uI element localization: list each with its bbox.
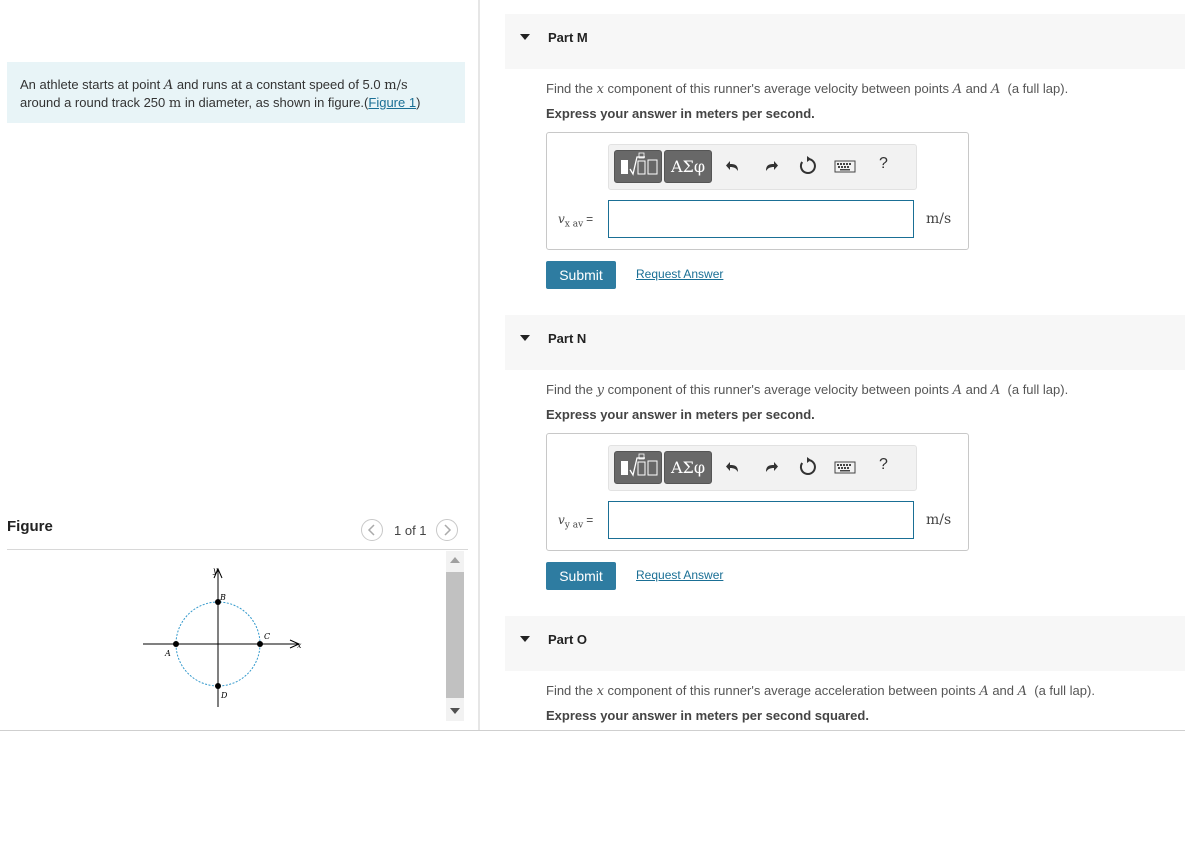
math-toolbar — [608, 144, 917, 190]
question-point: A — [952, 82, 962, 97]
variable-symbol: v — [558, 513, 565, 527]
scroll-thumb[interactable] — [446, 572, 464, 698]
help-button[interactable]: ? — [879, 155, 888, 172]
equals-sign: = — [586, 513, 594, 527]
question-text: Find the — [546, 81, 597, 96]
keyboard-icon[interactable] — [834, 457, 856, 477]
chevron-left-icon — [367, 524, 377, 536]
collapse-caret-icon[interactable] — [520, 335, 530, 341]
part-n-instruction: Express your answer in meters per second. — [546, 407, 815, 422]
problem-length-unit: m — [168, 96, 182, 111]
submit-button[interactable]: Submit — [546, 562, 616, 590]
question-text: and — [961, 81, 991, 96]
unit-label: m/s — [926, 512, 952, 528]
question-text: Find the — [546, 382, 597, 397]
submit-button[interactable]: Submit — [546, 261, 616, 289]
point-d-label: D — [221, 691, 228, 700]
answer-variable-label — [558, 513, 593, 530]
part-o-instruction: Express your answer in meters per second squared. — [546, 708, 869, 723]
right-pane — [479, 0, 1185, 731]
undo-icon[interactable] — [724, 156, 744, 176]
problem-point: A — [163, 78, 174, 93]
problem-text-line2: around a round track 250 — [20, 95, 169, 110]
question-text: Find the — [546, 683, 597, 698]
request-answer-link[interactable]: Request Answer — [636, 568, 724, 582]
undo-icon[interactable] — [724, 457, 744, 477]
templates-icon — [615, 151, 661, 182]
question-text: and — [961, 382, 991, 397]
question-text: and — [988, 683, 1018, 698]
figure-viewport — [7, 551, 443, 729]
redo-icon[interactable] — [760, 156, 780, 176]
question-variable: x — [596, 684, 604, 699]
templates-button[interactable] — [614, 451, 662, 484]
question-point: A — [979, 684, 989, 699]
track-figure — [7, 551, 443, 729]
next-figure-button[interactable] — [436, 519, 458, 541]
part-m-title: Part M — [548, 30, 588, 45]
answer-input[interactable] — [608, 200, 914, 238]
math-toolbar — [608, 445, 917, 491]
reset-icon[interactable] — [798, 457, 818, 477]
part-n-answer-box — [546, 433, 969, 551]
y-axis-label: y — [213, 566, 218, 575]
part-n-title: Part N — [548, 331, 587, 346]
part-m-answer-box — [546, 132, 969, 250]
answer-input[interactable] — [608, 501, 914, 539]
answer-variable-label — [558, 212, 593, 229]
collapse-caret-icon[interactable] — [520, 34, 530, 40]
collapse-caret-icon[interactable] — [520, 636, 530, 642]
question-variable: x — [596, 82, 604, 97]
keyboard-icon[interactable] — [834, 156, 856, 176]
part-n-header[interactable] — [505, 315, 1185, 370]
variable-subscript: y av — [564, 520, 584, 531]
figure-scrollbar[interactable] — [446, 551, 464, 721]
templates-icon — [615, 452, 661, 483]
figure-divider — [7, 549, 468, 550]
problem-text-mid: and runs at a constant speed of 5.0 — [173, 77, 385, 92]
question-text: (a full lap). — [1000, 81, 1069, 96]
point-a-label: A — [165, 649, 171, 658]
figure-pagination — [361, 519, 458, 541]
question-variable: y — [596, 383, 604, 398]
redo-icon[interactable] — [760, 457, 780, 477]
question-text: (a full lap). — [1027, 683, 1095, 698]
question-text: (a full lap). — [1000, 382, 1069, 397]
help-button[interactable]: ? — [879, 456, 888, 473]
problem-speed-unit: m/s — [384, 78, 408, 93]
part-o-title: Part O — [548, 632, 588, 647]
greek-symbols-button[interactable]: ΑΣφ — [664, 451, 712, 484]
question-text: component of this runner's average velocity between points — [603, 81, 953, 96]
variable-symbol: v — [558, 212, 565, 226]
part-o-header[interactable] — [505, 616, 1185, 671]
reset-icon[interactable] — [798, 156, 818, 176]
point-b-label: B — [220, 593, 226, 602]
templates-button[interactable] — [614, 150, 662, 183]
part-m-question — [546, 81, 1068, 97]
x-axis-label: x — [297, 641, 302, 650]
point-c-label: C — [264, 632, 271, 641]
question-point: A — [952, 383, 962, 398]
equals-sign: = — [586, 212, 594, 226]
figure-link[interactable]: Figure 1 — [368, 95, 417, 110]
prev-figure-button[interactable] — [361, 519, 383, 541]
chevron-right-icon — [442, 524, 452, 536]
point-a-dot — [173, 641, 179, 647]
variable-subscript: x av — [564, 219, 584, 230]
question-text: component of this runner's average velocity between points — [603, 382, 953, 397]
part-o-question — [546, 683, 1095, 699]
part-n-question — [546, 382, 1068, 398]
scroll-down-icon[interactable] — [450, 708, 460, 714]
problem-text-before: An athlete starts at point — [20, 77, 164, 92]
question-point: A — [990, 82, 1001, 97]
figure-page-counter: 1 of 1 — [394, 522, 427, 538]
question-point: A — [990, 383, 1001, 398]
point-d-dot — [215, 683, 221, 689]
greek-symbols-button[interactable]: ΑΣφ — [664, 150, 712, 183]
figure-link-close: ) — [416, 95, 421, 110]
part-m-instruction: Express your answer in meters per second. — [546, 106, 815, 121]
problem-statement — [7, 62, 465, 123]
request-answer-link[interactable]: Request Answer — [636, 267, 724, 281]
part-m-header[interactable] — [505, 14, 1185, 69]
unit-label: m/s — [926, 211, 952, 227]
figure-heading: Figure — [7, 518, 53, 535]
problem-text-after: in diameter, as shown in figure. — [181, 95, 365, 110]
left-pane — [0, 0, 478, 731]
bottom-divider — [0, 730, 1185, 731]
question-text: component of this runner's average acceleration between points — [603, 683, 980, 698]
figure-link-open: ( — [364, 95, 369, 110]
question-point: A — [1017, 684, 1028, 699]
scroll-up-icon[interactable] — [450, 557, 460, 563]
point-c-dot — [257, 641, 263, 647]
